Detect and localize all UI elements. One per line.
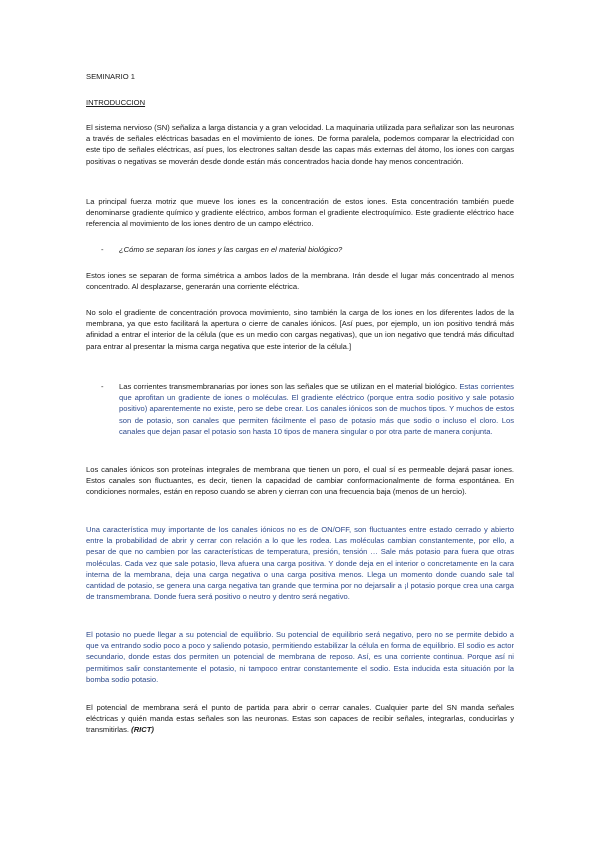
paragraph-7: El potasio no puede llegar a su potencial de equilibrio. Su potencial de equilibrio será negativo, pero no se permite debido a que va entrando sodio poco a poco y saliendo potasio, permitiendo estabilizar la célula en forma de equilibrio. El sodio es actor secundario, donde estas dos permiten un potencial de membrana de reposo. Así, es una corriente continua. Porque así ni permitimos salir constantemente el potasio, ni tampoco entrar constantemente el sodio. Esta inducida esta situación por la bomba sodio potasio. bbox=[86, 630, 514, 684]
paragraph-4: No solo el gradiente de concentración provoca movimiento, sino también la carga de los iones en los diferentes lados de la membrana, ya que esto facilitará la apertura o cierre de canales iónicos. [Así pues, por ejemplo, un ion positivo tendrá más afinidad a entrar el interior de la célula (que es un medio con cargas negativas), que un ion negativo que tendrá más dificultad para entrar al presentar la misma carga negativa que este interior de la célula.] bbox=[86, 308, 514, 351]
paragraph-5: Los canales iónicos son proteínas integrales de membrana que tienen un poro, el cual sí es permeable dejará pasar iones. Estos canales son fluctuantes, es decir, tienen la capacidad de cambiar conformacionalmente de forma espontánea. En condiciones normales, están en reposo cuando se abren y cierran con una frecuencia baja (menos de un hercio). bbox=[86, 465, 514, 497]
paragraph-1: El sistema nervioso (SN) señaliza a larga distancia y a gran velocidad. La maquinaria utilizada para señalizar son las neuronas a través de señales eléctricas basadas en el movimiento de iones. De forma paralela, podemos comparar la electricidad con este tipo de señales eléctricas, así pues, los electrones saltan desde las capas más externas del átomo, los iones con cargas positivas o negativas se moverán desde donde están más concentrados hacia donde hay menos concentración. bbox=[86, 123, 514, 166]
paragraph-3: Estos iones se separan de forma simétrica a ambos lados de la membrana. Irán desde el lugar más concentrado al menos concentrado. Al desplazarse, generarán una corriente eléctrica. bbox=[86, 271, 514, 292]
bullet-marker-2: - bbox=[101, 382, 104, 391]
paragraph-6: Una característica muy importante de los canales iónicos no es de ON/OFF, son fluctuantes entre estado cerrado y abierto entre la probabilidad de abrir y cerrar con relación a lo que les rodea. Las moléculas cambian constantemente, por ello, a pesar de que no cambien por las características de temperatura, presión, tensión … Sale más potasio para fuera que otras moléculas. Cada vez que sale potasio, lleva afuera una carga positiva. Y donde deja en el interior o concretamente en la cara interna de la membrana, deja una carga negativa o una carga positiva menos. Llega un momento donde cuando sale tal cantidad de potasio, se genera una carga negativa tan grande que termina por no dejarsalir a ¡l potasio porque crea una carga de transmembrana. Donde fuera será positivo o neutro y dentro será negativo. bbox=[86, 525, 514, 602]
bullet-currents-main: Las corrientes transmembranarias por iones son las señales que se utilizan en el material biológico. bbox=[119, 382, 458, 391]
paragraph-2: La principal fuerza motriz que mueve los iones es la concentración de estos iones. Esta concentración también puede denominarse gradiente químico y gradiente eléctrico, ambos forman el gradiente electroquímico. Este gradiente eléctrico hace referencia al movimiento de los iones dentro de un campo eléctrico. bbox=[86, 197, 514, 229]
bullet-currents-detail: Estas corrientes que aprofitan un gradiente de iones o moléculas. El gradiente eléctrico (porque entra sodio positivo y sale potasio positivo) aparentemente no existe, pero se debe crear. Los canales iónicos son de muchos tipos. Y muchos de estos son de potasio, son canales que permiten fácilmente el paso de potasio más que sodio o incluso el cloro. Los canales que dejan pasar el potasio son hasta 10 tipos de manera singular o por otra parte de manera conjunta. bbox=[119, 382, 514, 436]
bullet-currents bbox=[119, 381, 514, 437]
bullet-question: ¿Cómo se separan los iones y las cargas en el material biológico? bbox=[119, 245, 343, 254]
bullet-marker-1: - bbox=[101, 245, 104, 254]
introduction-heading: INTRODUCCION bbox=[86, 98, 146, 107]
paragraph-8 bbox=[86, 702, 514, 736]
paragraph-8-text: El potencial de membrana será el punto de partida para abrir o cerrar canales. Cualquier parte del SN manda señales eléctricas y quién manda estas señales son las neuronas. Estas son capaces de recibir señales, integrarlas, conducirlas y transmitirlas. bbox=[86, 703, 514, 735]
seminar-heading: SEMINARIO 1 bbox=[86, 72, 135, 81]
paragraph-8-reference: (RICT) bbox=[131, 725, 154, 735]
